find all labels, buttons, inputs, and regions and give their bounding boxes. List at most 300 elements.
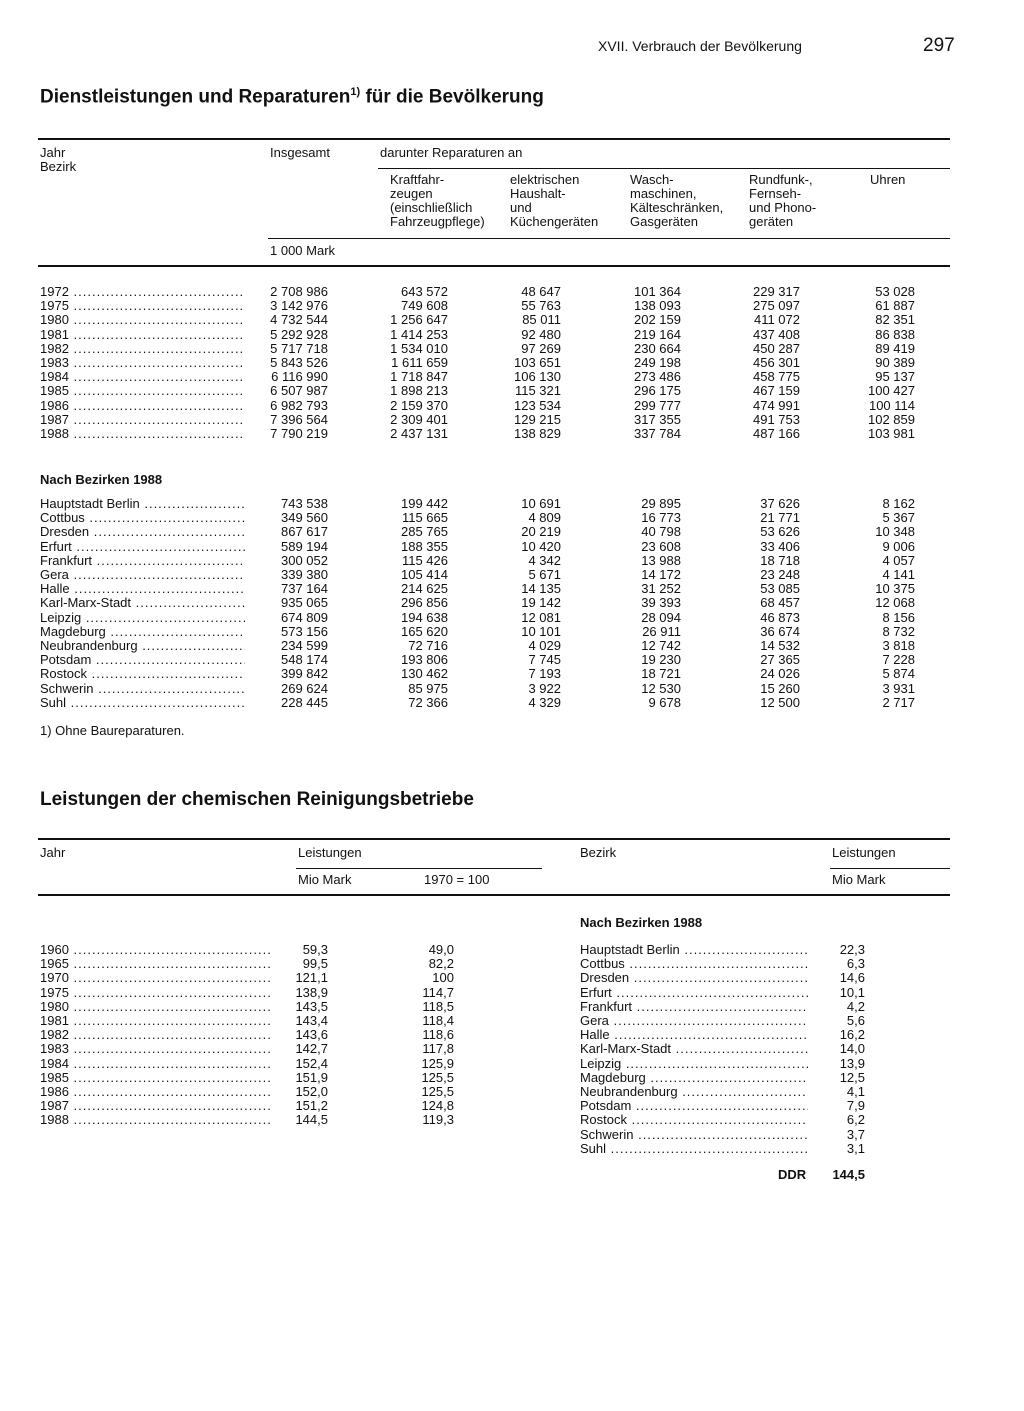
row-label: Karl-Marx-Stadt .....	[580, 1042, 808, 1056]
row-value: 3 142 976	[270, 298, 328, 314]
row-value: 296 856	[401, 595, 448, 611]
col-rundfunk-line: geräten	[749, 214, 794, 229]
table1-footnote: 1) Ohne Baureparaturen.	[40, 723, 185, 738]
row-label: 1987 .....	[40, 413, 245, 427]
row-value: 4 029	[528, 638, 561, 653]
row-label: Frankfurt .....	[40, 554, 245, 568]
row-value: 3 818	[882, 638, 915, 653]
col-elektr-line: Küchengeräten	[510, 214, 599, 229]
row-label: 1972 .....	[40, 285, 245, 299]
row-value: 1 414 253	[390, 326, 448, 342]
row-value: 589 194	[281, 538, 328, 554]
row-value: 138 829	[514, 426, 561, 441]
row-value: 296 175	[634, 383, 681, 399]
row-value: 4 732 544	[270, 312, 328, 328]
row-value: 339 380	[281, 567, 328, 582]
row-value: 5,6	[846, 1013, 865, 1028]
row-value: 36 674	[760, 623, 800, 639]
row-mio-value: 121,1	[295, 970, 328, 986]
row-value: 458 775	[753, 369, 800, 385]
table2-right-sub-rule	[830, 868, 950, 869]
row-label: 1982 .....	[40, 342, 245, 356]
row-value: 7 790 219	[270, 426, 328, 441]
row-label: Cottbus .....	[40, 511, 245, 525]
row-label: 1983 .....	[40, 356, 245, 370]
col-elektr-line: elektrischen	[510, 172, 580, 187]
row-label: Cottbus .....	[580, 957, 808, 971]
row-value: 3,7	[846, 1126, 865, 1142]
row-value: 105 414	[401, 567, 448, 582]
row-label: 1975 .....	[40, 986, 272, 1000]
row-value: 10 691	[521, 496, 561, 511]
row-index-value: 49,0	[428, 942, 454, 957]
row-value: 4 141	[882, 567, 915, 582]
row-label: Frankfurt .....	[580, 1000, 808, 1014]
row-value: 18 718	[760, 552, 800, 568]
table1-bezirke-heading: Nach Bezirken 1988	[40, 472, 163, 487]
row-value: 53 085	[760, 581, 800, 597]
row-mio-value: 143,6	[295, 1027, 328, 1043]
row-index-value: 117,8	[422, 1041, 454, 1057]
row-mio-value: 151,9	[295, 1069, 328, 1085]
row-value: 3,1	[846, 1140, 865, 1156]
row-value: 20 219	[521, 524, 561, 540]
table2-bezirke-heading: Nach Bezirken 1988	[580, 915, 703, 930]
row-value: 349 560	[281, 510, 328, 526]
row-value: 10 348	[875, 524, 915, 540]
row-value: 275 097	[753, 298, 800, 314]
row-value: 5 671	[528, 567, 561, 582]
row-label: 1975 .....	[40, 299, 245, 313]
t2-col-leistungen: Leistungen	[298, 845, 362, 860]
row-value: 2 437 131	[390, 426, 448, 441]
row-label: Halle .....	[40, 582, 245, 596]
row-value: 4 329	[528, 694, 561, 710]
row-label: Magdeburg .....	[40, 625, 245, 639]
row-value: 317 355	[634, 411, 681, 427]
row-value: 53 028	[875, 284, 915, 299]
row-mio-value: 59,3	[302, 942, 328, 957]
row-value: 399 842	[281, 666, 328, 682]
row-value: 737 164	[281, 581, 328, 597]
row-label: Dresden .....	[40, 525, 245, 539]
row-index-value: 125,5	[421, 1084, 454, 1099]
row-value: 299 777	[634, 397, 681, 413]
row-value: 4,2	[846, 998, 865, 1014]
table2-left-sub-rule	[296, 868, 542, 869]
row-label: Rostock .....	[580, 1113, 808, 1127]
unit-label: 1 000 Mark	[270, 243, 336, 258]
row-label: Neubrandenburg .....	[40, 639, 245, 653]
col-rundfunk-line: und Phono-	[749, 200, 817, 215]
row-value: 16 773	[641, 510, 681, 526]
row-value: 103 651	[514, 355, 561, 370]
row-value: 199 442	[401, 496, 448, 511]
row-mio-value: 152,4	[295, 1055, 328, 1071]
row-mio-value: 151,2	[295, 1098, 328, 1114]
row-value: 4,1	[846, 1084, 865, 1099]
row-value: 12 500	[760, 694, 800, 710]
col-rundfunk-line: Rundfunk-,	[749, 172, 813, 187]
row-value: 234 599	[281, 638, 328, 653]
row-value: 22,3	[839, 942, 865, 957]
row-value: 214 625	[401, 581, 448, 597]
table2-header-bottom-rule	[38, 894, 950, 896]
row-value: 26 911	[642, 623, 681, 639]
row-label: 1980 .....	[40, 313, 245, 327]
row-label: Potsdam .....	[580, 1099, 808, 1113]
row-value: 487 166	[753, 426, 800, 441]
row-value: 68 457	[760, 595, 800, 611]
table1-top-rule	[38, 138, 950, 140]
row-label: 1983 .....	[40, 1042, 272, 1056]
row-value: 230 664	[634, 340, 681, 356]
table1-header-bottom-rule	[38, 265, 950, 267]
row-label: Magdeburg .....	[580, 1071, 808, 1085]
table2-title: Leistungen der chemischen Reinigungsbetriebe	[40, 789, 474, 810]
row-value: 85 011	[522, 312, 561, 328]
row-value: 37 626	[760, 496, 800, 511]
row-index-value: 82,2	[428, 956, 454, 972]
table1-footnote-ref: 1)	[350, 86, 361, 98]
row-label: 1980 .....	[40, 1000, 272, 1014]
row-label: 1960 .....	[40, 943, 272, 957]
row-index-value: 125,5	[421, 1069, 454, 1085]
row-value: 456 301	[753, 355, 800, 370]
row-label: Gera .....	[580, 1014, 808, 1028]
row-value: 194 638	[401, 609, 448, 625]
row-value: 674 809	[281, 609, 328, 625]
row-value: 643 572	[401, 284, 448, 299]
row-label: 1984 .....	[40, 1057, 272, 1071]
row-label: Neubrandenburg .....	[580, 1085, 808, 1099]
row-value: 7 228	[882, 652, 915, 668]
row-value: 548 174	[281, 652, 328, 668]
row-label: Suhl .....	[40, 696, 245, 710]
row-label: 1970 .....	[40, 971, 272, 985]
row-value: 300 052	[281, 552, 328, 568]
row-value: 33 406	[760, 538, 800, 554]
row-value: 1 898 213	[390, 383, 448, 399]
col-wasch-line: Kälteschränken,	[630, 200, 724, 215]
col-kfz	[390, 173, 485, 229]
col-insgesamt: Insgesamt	[270, 145, 330, 160]
col-wasch-line: Wasch-	[630, 172, 674, 187]
row-value: 72 366	[408, 694, 448, 710]
table1-sub-rule	[378, 168, 950, 169]
col-rundfunk-line: Fernseh-	[749, 186, 802, 201]
col-elektr-line: und	[510, 200, 532, 215]
table1-title	[40, 86, 544, 108]
row-value: 12 742	[641, 638, 681, 653]
row-label: Schwerin .....	[580, 1128, 808, 1142]
row-value: 92 480	[521, 326, 561, 342]
row-value: 24 026	[760, 666, 800, 682]
row-value: 450 287	[753, 340, 800, 356]
row-value: 573 156	[281, 623, 328, 639]
col-darunter: darunter Reparaturen an	[380, 145, 523, 160]
col-kfz-line: (einschließlich	[390, 200, 473, 215]
table1-unit-rule	[268, 238, 950, 239]
row-label: Halle .....	[580, 1028, 808, 1042]
row-value: 285 765	[401, 524, 448, 540]
col-elektr-line: Haushalt-	[510, 186, 566, 201]
row-index-value: 118,4	[422, 1013, 454, 1028]
row-value: 40 798	[641, 524, 681, 540]
col-kfz-line: zeugen	[390, 186, 433, 201]
row-value: 2 717	[882, 694, 915, 710]
col-wasch-line: maschinen,	[630, 186, 697, 201]
row-value: 14 532	[760, 638, 800, 653]
row-label: 1965 .....	[40, 957, 272, 971]
row-value: 188 355	[401, 538, 448, 554]
row-value: 46 873	[760, 609, 800, 625]
row-value: 6,2	[846, 1112, 865, 1128]
row-value: 82 351	[875, 312, 915, 328]
row-value: 749 608	[401, 298, 448, 314]
row-value: 19 230	[641, 652, 681, 668]
row-value: 21 771	[760, 510, 800, 526]
row-value: 23 608	[641, 538, 681, 554]
row-value: 10 420	[521, 538, 561, 554]
row-value: 7 745	[528, 652, 561, 668]
row-mio-value: 99,5	[302, 956, 328, 972]
section-header: XVII. Verbrauch der Bevölkerung	[598, 38, 802, 54]
row-value: 491 753	[753, 411, 800, 427]
row-value: 102 859	[868, 411, 915, 427]
row-label: Schwerin .....	[40, 682, 245, 696]
row-value: 115 665	[401, 510, 448, 526]
row-value: 86 838	[875, 326, 915, 342]
row-label: Leipzig .....	[40, 611, 245, 625]
row-value: 19 142	[521, 595, 561, 611]
row-value: 23 248	[760, 567, 800, 582]
row-mio-value: 143,4	[295, 1013, 328, 1028]
table1-title-text: Dienstleistungen und Reparaturen	[40, 86, 351, 108]
row-value: 138 093	[634, 298, 681, 314]
row-value: 129 215	[514, 411, 561, 427]
row-value: 13 988	[641, 552, 681, 568]
row-value: 743 538	[281, 496, 328, 511]
row-value: 18 721	[641, 666, 681, 682]
row-mio-value: 143,5	[295, 998, 328, 1014]
row-mio-value: 144,5	[295, 1112, 328, 1128]
col-rundfunk	[749, 173, 816, 229]
row-value: 6 982 793	[270, 397, 328, 413]
row-value: 115 321	[514, 383, 561, 399]
row-value: 12 068	[875, 595, 915, 611]
row-label: 1985 .....	[40, 384, 245, 398]
row-index-value: 118,6	[422, 1027, 454, 1043]
row-value: 55 763	[521, 298, 561, 314]
row-value: 13,9	[839, 1055, 865, 1071]
row-value: 6,3	[846, 956, 865, 972]
row-label: 1986 .....	[40, 1085, 272, 1099]
row-value: 1 718 847	[390, 369, 448, 385]
row-value: 228 445	[281, 694, 328, 710]
row-value: 16,2	[839, 1027, 865, 1043]
row-label: Rostock .....	[40, 667, 245, 681]
row-label: 1984 .....	[40, 370, 245, 384]
col-jahr: Jahr	[40, 145, 66, 160]
row-value: 7 396 564	[270, 411, 328, 427]
row-label: Hauptstadt Berlin .....	[580, 943, 808, 957]
col-bezirk: Bezirk	[40, 159, 77, 174]
row-value: 12 081	[521, 609, 561, 625]
row-value: 437 408	[753, 326, 800, 342]
row-value: 61 887	[875, 298, 915, 314]
row-value: 39 393	[641, 595, 681, 611]
row-value: 100 427	[868, 383, 915, 399]
row-value: 5 367	[882, 510, 915, 526]
row-value: 53 626	[760, 524, 800, 540]
row-value: 1 256 647	[390, 312, 448, 328]
row-value: 2 708 986	[270, 284, 328, 299]
row-value: 2 159 370	[390, 397, 448, 413]
row-value: 411 072	[753, 312, 800, 328]
row-value: 103 981	[868, 426, 915, 441]
row-value: 10,1	[839, 984, 865, 1000]
col-wasch	[630, 173, 723, 229]
row-value: 867 617	[281, 524, 328, 540]
row-value: 249 198	[634, 355, 681, 370]
row-index-value: 124,8	[421, 1098, 454, 1114]
t2-col-index: 1970 = 100	[424, 872, 490, 887]
row-value: 269 624	[281, 680, 328, 696]
row-value: 5 292 928	[270, 326, 328, 342]
row-mio-value: 142,7	[295, 1041, 328, 1057]
row-label: 1986 .....	[40, 399, 245, 413]
row-value: 3 931	[882, 680, 915, 696]
col-uhren: Uhren	[870, 172, 906, 187]
t2-col-mio-right: Mio Mark	[832, 872, 886, 887]
row-label: Erfurt .....	[580, 986, 808, 1000]
row-label: 1988 .....	[40, 427, 245, 441]
row-value: 165 620	[401, 623, 448, 639]
row-value: 10 101	[521, 623, 561, 639]
row-value: 5 717 718	[270, 340, 328, 356]
row-label: Potsdam .....	[40, 653, 245, 667]
row-label: 1982 .....	[40, 1028, 272, 1042]
t2-col-mio: Mio Mark	[298, 872, 352, 887]
row-index-value: 114,7	[422, 984, 454, 1000]
row-value: 95 137	[875, 369, 915, 385]
col-kfz-line: Fahrzeugpflege)	[390, 214, 485, 229]
row-value: 85 975	[408, 680, 448, 696]
row-value: 8 156	[882, 609, 915, 625]
row-value: 9 006	[882, 538, 915, 554]
row-label: Karl-Marx-Stadt .....	[40, 596, 245, 610]
row-value: 10 375	[875, 581, 915, 597]
row-index-value: 118,5	[422, 998, 454, 1014]
row-value: 6 507 987	[270, 383, 328, 399]
col-kfz-line: Kraftfahr-	[390, 172, 445, 187]
row-value: 14 135	[521, 581, 561, 597]
row-value: 4 809	[528, 510, 561, 526]
row-value: 15 260	[760, 680, 800, 696]
row-value: 467 159	[753, 383, 800, 399]
row-value: 130 462	[401, 666, 448, 682]
row-value: 2 309 401	[390, 411, 448, 427]
row-value: 1 611 659	[391, 355, 448, 370]
row-value: 219 164	[634, 326, 681, 342]
row-label: Erfurt .....	[40, 540, 245, 554]
row-value: 935 065	[281, 595, 328, 611]
row-value: 27 365	[760, 652, 800, 668]
col-elektr	[510, 173, 598, 229]
row-value: 123 534	[514, 397, 561, 413]
table2-top-rule	[38, 838, 950, 840]
row-value: 14,0	[839, 1041, 865, 1057]
row-value: 5 874	[882, 666, 915, 682]
row-value: 6 116 990	[271, 369, 328, 385]
row-value: 4 057	[882, 552, 915, 568]
t2-col-bezirk: Bezirk	[580, 845, 617, 860]
row-value: 5 843 526	[270, 355, 328, 370]
row-value: 12 530	[641, 680, 681, 696]
row-value: 12,5	[839, 1069, 865, 1085]
row-value: 106 130	[514, 369, 561, 385]
row-label: Dresden .....	[580, 971, 808, 985]
row-value: 8 162	[882, 496, 915, 511]
row-mio-value: 138,9	[295, 984, 328, 1000]
row-value: 29 895	[641, 496, 681, 511]
row-value: 474 991	[753, 397, 800, 413]
col-wasch-line: Gasgeräten	[630, 214, 698, 229]
ddr-total-value: 144,5	[832, 1167, 865, 1182]
row-label: 1981 .....	[40, 1014, 272, 1028]
row-value: 273 486	[634, 369, 681, 385]
row-value: 3 922	[528, 680, 561, 696]
row-value: 202 159	[634, 312, 681, 328]
row-value: 7 193	[528, 666, 561, 682]
ddr-total-label: DDR	[778, 1167, 807, 1182]
row-label: 1981 .....	[40, 328, 245, 342]
row-value: 101 364	[634, 284, 681, 299]
row-label: 1985 .....	[40, 1071, 272, 1085]
row-label: Leipzig .....	[580, 1057, 808, 1071]
row-value: 89 419	[875, 340, 915, 356]
row-index-value: 125,9	[421, 1055, 454, 1071]
row-value: 72 716	[408, 638, 448, 653]
row-index-value: 100	[432, 970, 454, 986]
row-value: 8 732	[882, 623, 915, 639]
row-label: 1987 .....	[40, 1099, 272, 1113]
row-value: 229 317	[753, 284, 800, 299]
row-index-value: 119,3	[422, 1112, 454, 1128]
table1-title-suffix: für die Bevölkerung	[365, 86, 544, 108]
row-value: 90 389	[875, 355, 915, 370]
row-mio-value: 152,0	[295, 1084, 328, 1099]
row-value: 14,6	[839, 970, 865, 986]
row-label: Suhl .....	[580, 1142, 808, 1156]
row-value: 97 269	[521, 340, 561, 356]
row-value: 100 114	[868, 397, 915, 413]
t2-col-leistungen-right: Leistungen	[832, 845, 896, 860]
t2-col-jahr: Jahr	[40, 845, 66, 860]
row-value: 193 806	[401, 652, 448, 668]
row-value: 4 342	[528, 552, 561, 568]
row-value: 115 426	[401, 552, 448, 568]
row-value: 7,9	[846, 1098, 865, 1114]
row-label: 1988 .....	[40, 1113, 272, 1127]
row-value: 1 534 010	[390, 340, 448, 356]
row-value: 337 784	[634, 426, 681, 441]
page-number: 297	[923, 35, 955, 56]
row-label: Gera .....	[40, 568, 245, 582]
row-label: Hauptstadt Berlin .....	[40, 497, 245, 511]
row-value: 28 094	[641, 609, 681, 625]
